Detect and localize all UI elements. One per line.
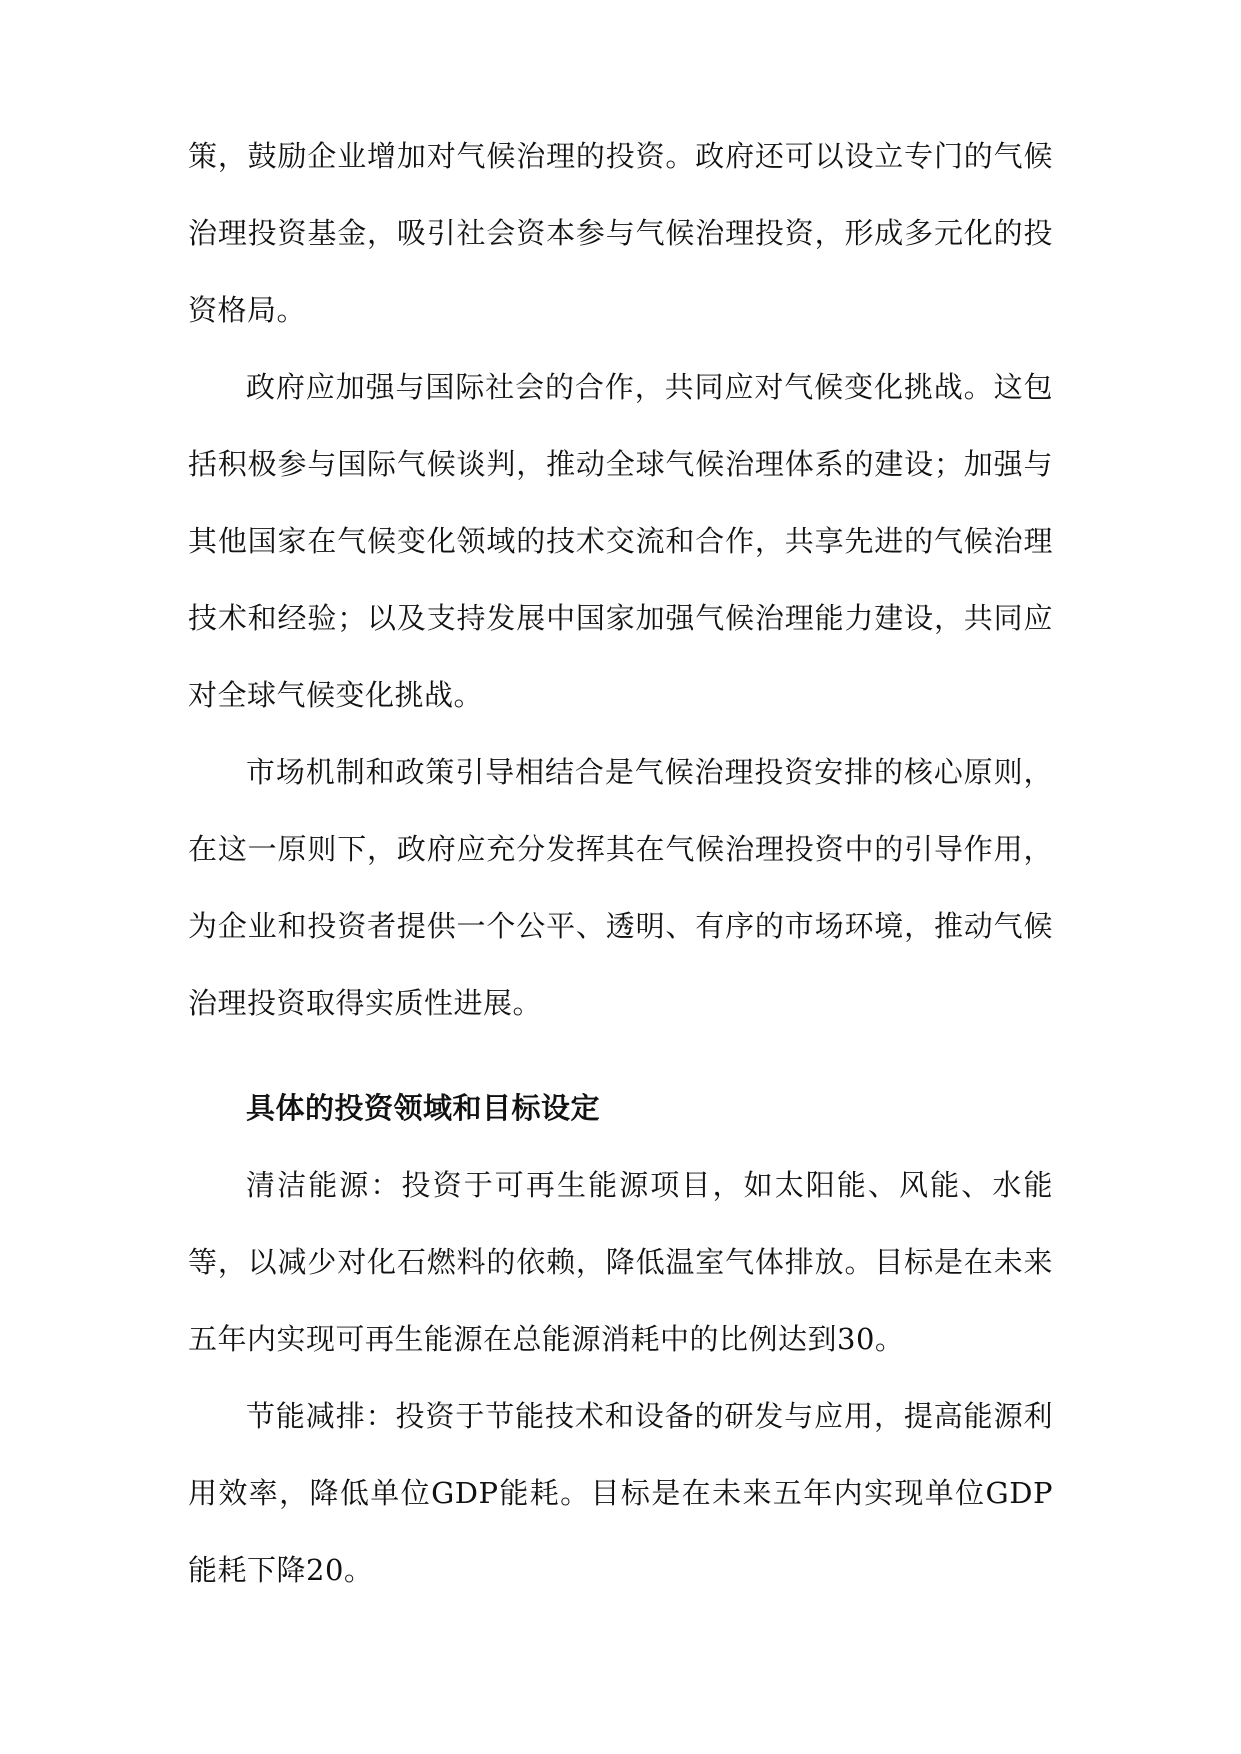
paragraph-market-mechanism: 市场机制和政策引导相结合是气候治理投资安排的核心原则，在这一原则下，政府应充分发挥其在气候治理投资中的引导作用，为企业和投资者提供一个公平、透明、有序的市场环境，推动气候治理投资取得实质性进展。 (188, 755, 1053, 1020)
paragraph-clean-energy: 清洁能源：投资于可再生能源项目，如太阳能、风能、水能等，以减少对化石燃料的依赖，降低温室气体排放。目标是在未来五年内实现可再生能源在总能源消耗中的比例达到30。 (188, 1168, 1053, 1356)
document-page (188, 118, 1053, 1609)
paragraph-energy-saving: 节能减排：投资于节能技术和设备的研发与应用，提高能源利用效率，降低单位GDP能耗。目标是在未来五年内实现单位GDP能耗下降20。 (188, 1399, 1053, 1587)
paragraph-investment-fund: 策，鼓励企业增加对气候治理的投资。政府还可以设立专门的气候治理投资基金，吸引社会资本参与气候治理投资，形成多元化的投资格局。 (188, 139, 1053, 327)
paragraph-international-cooperation: 政府应加强与国际社会的合作，共同应对气候变化挑战。这包括积极参与国际气候谈判，推动全球气候治理体系的建设；加强与其他国家在气候变化领域的技术交流和合作，共享先进的气候治理技术和经验；以及支持发展中国家加强气候治理能力建设，共同应对全球气候变化挑战。 (188, 370, 1053, 712)
section-heading: 具体的投资领域和目标设定 (246, 1091, 601, 1125)
